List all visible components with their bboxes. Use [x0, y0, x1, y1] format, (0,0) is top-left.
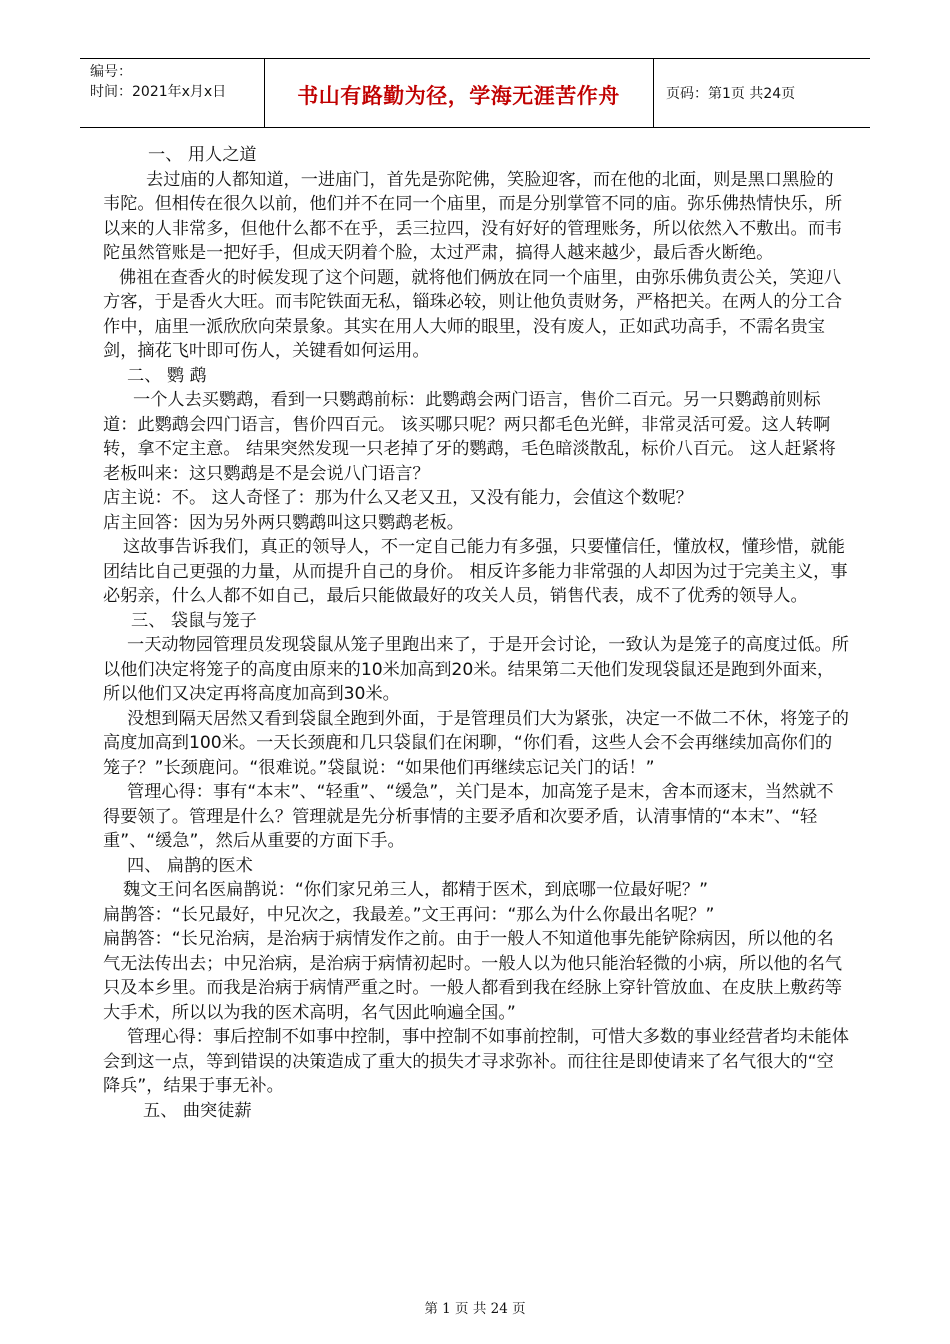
- page-header: [80, 58, 870, 128]
- header-page-info: 页码：第1页 共24页: [666, 86, 796, 102]
- paragraph: 扁鹊答：“长兄治病，是治病于病情发作之前。由于一般人不知道他事先能铲除病因，所以他的名气无法传出去；中兄治病，是治病于病情初起时。一般人以为他只能治轻微的小病，所以他的名气只及本乡里。而我是治病于病情严重之时。一般人都看到我在经脉上穿针管放血、在皮肤上敷药等大手术，所以以为我的医术高明，名气因此响遍全国。”: [103, 929, 843, 1023]
- paragraph: 去过庙的人都知道，一进庙门，首先是弥陀佛，笑脸迎客，而在他的北面，则是黑口黑脸的韦陀。但相传在很久以前，他们并不在同一个庙里，而是分别掌管不同的庙。弥乐佛热情快乐，所以来的人非常多，但他什么都不在乎，丢三拉四，没有好好的管理账务，所以依然入不敷出。而韦陀虽然管账是一把好手，但成天阴着个脸，太过严肃，搞得人越来越少，最后香火断绝。: [103, 169, 843, 263]
- paragraph: 二、 鹦 鹉: [127, 365, 207, 386]
- header-divider-right: [653, 58, 654, 128]
- header-motto: 书山有路勤为径，学海无涯苦作舟: [297, 84, 620, 108]
- header-meta: [90, 62, 226, 102]
- paragraph: 管理心得：事有“本末”、“轻重”、“缓急”，关门是本，加高笼子是末，舍本而逐末，当然就不得要领了。管理是什么？管理就是先分析事情的主要矛盾和次要矛盾，认清事情的“本末”、“轻重”、“缓急”，然后从重要的方面下手。: [103, 782, 834, 851]
- header-time-label: 时间：2021年x月x日: [90, 84, 227, 100]
- paragraph: 佛祖在查香火的时候发现了这个问题，就将他们俩放在同一个庙里，由弥乐佛负责公关，笑迎八方客，于是香火大旺。而韦陀铁面无私，锱珠必较，则让他负责财务，严格把关。在两人的分工合作中，庙里一派欣欣向荣景象。其实在用人大师的眼里，没有废人，正如武功高手，不需名贵宝剑，摘花飞叶即可伤人，关键看如何运用。: [103, 267, 843, 361]
- page-footer: 第 1 页 共 24 页: [424, 1301, 526, 1317]
- paragraph: 店主回答：因为另外两只鹦鹉叫这只鹦鹉老板。: [103, 512, 464, 533]
- paragraph: 一、 用人之道: [148, 145, 257, 165]
- header-number-label: 编号：: [90, 64, 132, 80]
- header-bottom-rule: [80, 127, 870, 128]
- paragraph: 这故事告诉我们，真正的领导人，不一定自己能力有多强，只要懂信任，懂放权，懂珍惜，就能团结比自己更强的力量，从而提升自己的身价。 相反许多能力非常强的人却因为过于完美主义，事必躬亲，什么人都不如自己，最后只能做最好的攻关人员，销售代表，成不了优秀的领导人。: [103, 537, 848, 606]
- paragraph: 三、 袋鼠与笼子: [131, 610, 257, 631]
- paragraph: 四、 扁鹊的医术: [127, 855, 253, 876]
- header-top-rule: [80, 58, 870, 59]
- document-body: [103, 143, 849, 1123]
- paragraph: 一天动物园管理员发现袋鼠从笼子里跑出来了，于是开会讨论，一致认为是笼子的高度过低。所以他们决定将笼子的高度由原来的10米加高到20米。结果第二天他们发现袋鼠还是跑到外面来，所以他们又决定再将高度加高到30米。: [103, 635, 849, 704]
- paragraph: 一个人去买鹦鹉，看到一只鹦鹉前标：此鹦鹉会两门语言，售价二百元。另一只鹦鹉前则标道：此鹦鹉会四门语言，售价四百元。 该买哪只呢？两只都毛色光鲜，非常灵活可爱。这人转啊转，拿不定主意。 结果突然发现一只老掉了牙的鹦鹉，毛色暗淡散乱，标价八百元。 这人赶紧将老板叫来：这只鹦鹉是不是会说八门语言？: [103, 390, 836, 484]
- paragraph: 扁鹊答：“长兄最好，中兄次之，我最差。”文王再问：“那么为什么你最出名呢？”: [103, 904, 715, 925]
- header-divider-left: [264, 58, 265, 128]
- paragraph: 魏文王问名医扁鹊说：“你们家兄弟三人，都精于医术，到底哪一位最好呢？”: [123, 880, 708, 900]
- paragraph: 没想到隔天居然又看到袋鼠全跑到外面，于是管理员们大为紧张，决定一不做二不休，将笼子的高度加高到100米。一天长颈鹿和几只袋鼠们在闲聊，“你们看，这些人会不会再继续加高你们的笼子？”长颈鹿问。“很难说。”袋鼠说：“如果他们再继续忘记关门的话！”: [103, 708, 849, 778]
- paragraph: 管理心得：事后控制不如事中控制，事中控制不如事前控制，可惜大多数的事业经营者均未能体会到这一点，等到错误的决策造成了重大的损失才寻求弥补。而往往是即使请来了名气很大的“空降兵”，结果于事无补。: [103, 1027, 849, 1096]
- paragraph: 店主说：不。 这人奇怪了：那为什么又老又丑，又没有能力，会值这个数呢？: [103, 488, 693, 508]
- paragraph: 五、 曲突徒薪: [143, 1100, 252, 1121]
